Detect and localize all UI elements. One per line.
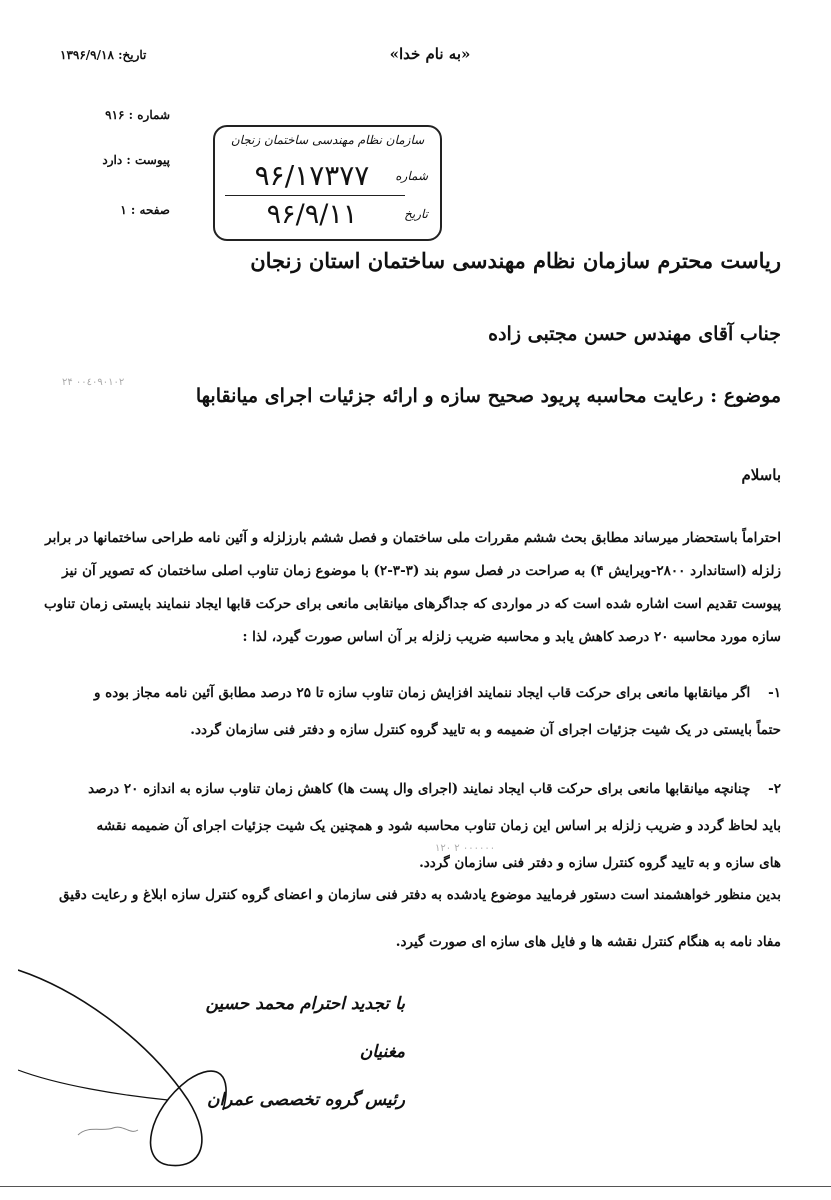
signature-block [175,980,405,1124]
list-item-text: اگر میانقابها مانعی برای حرکت قاب ایجاد ننمایند افزایش زمان تناوب سازه تا ۲۵ درصد مطابق آئین نامه مجاز بوده و حتماً بایستی در یک شیت جزئیات اجرای آن ضمیمه و به تایید گروه کنترل سازه و دفتر فنی سازمان گردد. [93,685,781,738]
greeting: باسلام [741,466,781,484]
letter-number-label: شماره [137,108,170,122]
letter-date-label: تاریخ [122,48,147,62]
faint-scan-mark: ۲۴ ٠٠٤٠٩٠١٠٢ [62,377,125,388]
recipient-title: ریاست محترم سازمان نظام مهندسی ساختمان استان زنجان [250,248,781,273]
list-item-number: ۲- [768,781,781,797]
closing-paragraph: بدین منظور خواهشمند است دستور فرمایید موضوع یادشده به دفتر فنی سازمان و اعضای گروه کنترل سازه ابلاغ و رعایت دقیق مفاد نامه به هنگام کنترل نقشه ها و فایل های سازه ای صورت گیرد. [59,887,781,950]
registration-stamp [213,125,442,241]
letter-page-value: ۱ [120,203,127,217]
letter-number-value: ۹۱۶ [105,108,125,122]
recipient-person: جناب آقای مهندس حسن مجتبی زاده [488,323,781,345]
stamp-date-label: تاریخ [404,207,428,221]
letter-number: شماره : ۹۱۶ [105,108,170,122]
stamp-number: ۹۶/۱۷۳۷۷ [254,159,370,192]
stamp-number-label: شماره [395,169,428,183]
stamp-organization: سازمان نظام مهندسی ساختمان زنجان [230,133,425,147]
bottom-divider [0,1186,831,1187]
letter-page-label: صفحه [139,203,170,217]
list-item [76,771,781,882]
letter-attachment-value: دارد [102,153,123,167]
letter-attachment-label: پیوست [135,153,170,167]
stamp-divider [225,195,405,196]
letter-date: تاریخ: ۱۳۹۶/۹/۱۸ [60,48,147,62]
list-item-text: چنانچه میانقابها مانعی برای حرکت قاب ایجاد نمایند (اجرای وال پست ها) کاهش زمان تناوب سازه به اندازه ۲۰ درصد باید لحاظ گردد و ضریب زلزله بر اساس این زمان تناوب محاسبه شود و همچنین یک شیت جزئیات اجرای آن ضمیمه نقشه های سازه و به تایید گروه کنترل سازه و دفتر فنی سازمان گردد. [88,781,781,871]
list-item [76,675,781,749]
signature-title: رئیس گروه تخصصی عمران [206,1090,405,1110]
signature-name: با تجدید احترام محمد حسین مغنیان [205,994,405,1062]
letter-subject: موضوع : رعایت محاسبه پریود صحیح سازه و ارائه جزئیات اجرای میانقابها [195,385,781,407]
list-item-number: ۱- [768,685,781,701]
faint-scan-mark: ۱۲۰ ٠٠٠٠٠٠ ٢ [435,843,496,854]
bismillah-heading: «به نام خدا» [389,45,471,63]
letter-attachment: پیوست : دارد [102,153,170,167]
stamp-date: ۹۶/۹/۱۱ [266,199,358,230]
letter-page: صفحه : ۱ [120,203,170,217]
letter-date-value: ۱۳۹۶/۹/۱۸ [60,48,114,62]
intro-paragraph: احتراماً باستحضار میرساند مطابق بحث ششم مقررات ملی ساختمان و فصل ششم بارزلزله و آئین نامه طراحی ساختمانها در برابر زلزله (استاندارد ۲۸۰۰-ویرایش ۴) به صراحت در فصل سوم بند (۳-۳-۲) با موضوع زمان تناوب اصلی ساختمان که تصویر آن نیز پیوست تقدیم است اشاره شده است که در مواردی که جداگرهای میانقابی مانعی برای حرکت قابها ایجاد ننمایند بایستی زمان تناوب سازه مورد محاسبه ۲۰ درصد کاهش یابد و محاسبه ضریب زلزله بر آن اساس صورت گیرد، لذا : [43,530,781,645]
